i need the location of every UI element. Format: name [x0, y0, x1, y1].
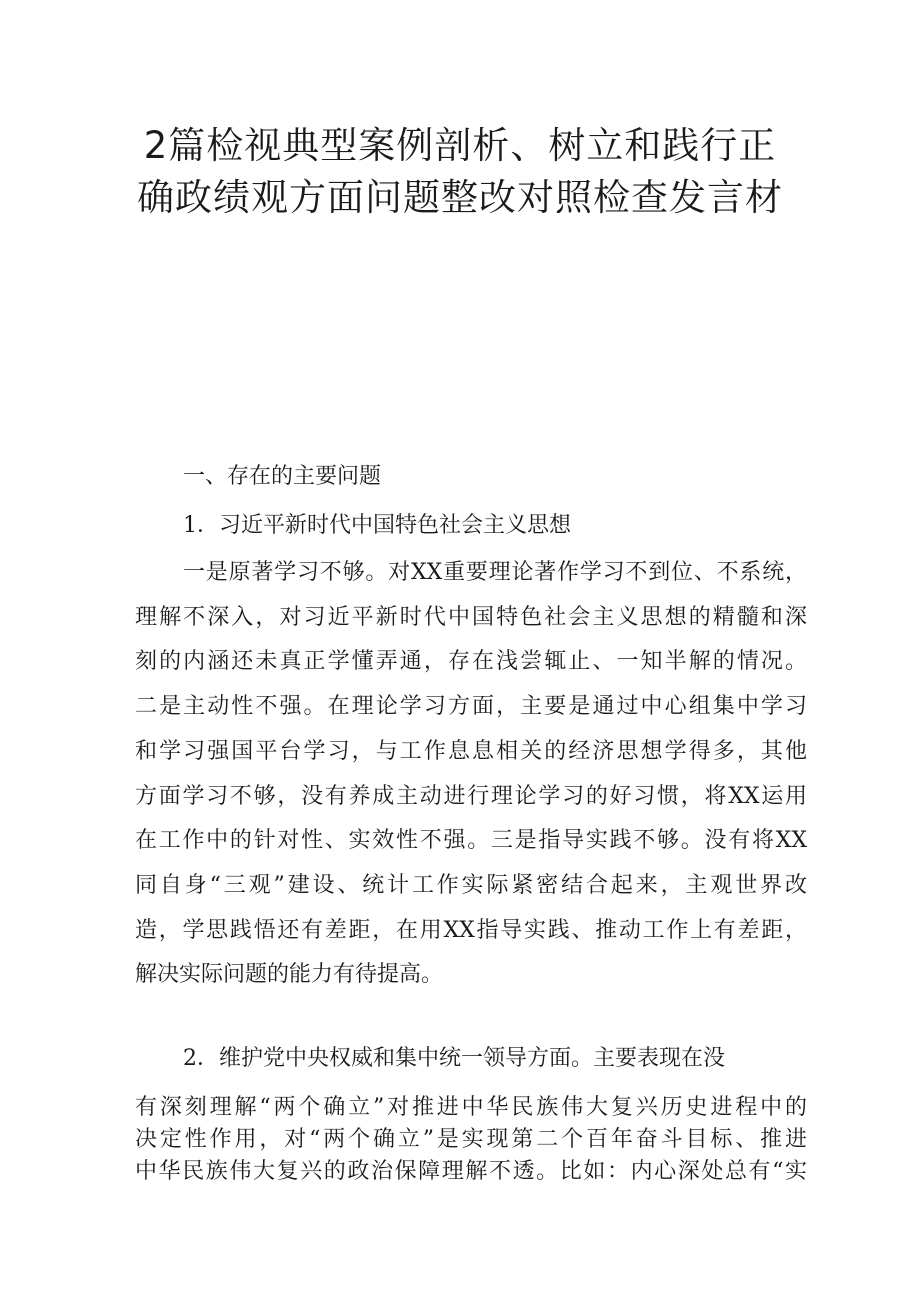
document-title-line-2: 确政绩观方面问题整改对照检查发言材: [137, 176, 783, 219]
paragraph-line: 同自身“三观”建设、统计工作实际紧密结合起来，主观世界改: [135, 872, 807, 898]
paragraph-line: 理解不深入，对习近平新时代中国特色社会主义思想的精髓和深: [135, 604, 807, 630]
paragraph-line: 二是主动性不强。在理论学习方面，主要是通过中心组集中学习: [135, 694, 807, 720]
paragraph-line: 解决实际问题的能力有待提高。: [135, 962, 444, 988]
item-2-heading: 2．维护党中央权威和集中统一领导方面。主要表现在没: [183, 1046, 725, 1071]
item-1-paragraph: [135, 551, 807, 998]
paragraph-line: 中华民族伟大复兴的政治保障理解不透。比如：内心深处总有“实: [135, 1159, 807, 1184]
paragraph-line: 在工作中的针对性、实效性不强。三是指导实践不够。没有将XX: [135, 828, 807, 854]
item-1-heading: 1．习近平新时代中国特色社会主义思想: [183, 513, 571, 538]
paragraph-line: 有深刻理解“两个确立”对推进中华民族伟大复兴历史进程中的: [135, 1095, 807, 1120]
section-heading: 一、存在的主要问题: [183, 464, 382, 489]
item-2-paragraph: [135, 1092, 807, 1188]
paragraph-line: 决定性作用，对“两个确立”是实现第二个百年奋斗目标、推进: [135, 1127, 807, 1152]
paragraph-line: 造，学思践悟还有差距，在用XX指导实践、推动工作上有差距，: [135, 917, 807, 943]
paragraph-line: 一是原著学习不够。对XX重要理论著作学习不到位、不系统，: [183, 560, 807, 585]
paragraph-line: 刻的内涵还未真正学懂弄通，存在浅尝辄止、一知半解的情况。: [135, 649, 807, 675]
paragraph-line: 方面学习不够，没有养成主动进行理论学习的好习惯，将XX运用: [135, 783, 807, 809]
document-title-line-1: 2篇检视典型案例剖析、树立和践行正: [143, 124, 777, 167]
paragraph-line: 和学习强国平台学习，与工作息息相关的经济思想学得多，其他: [135, 738, 807, 764]
